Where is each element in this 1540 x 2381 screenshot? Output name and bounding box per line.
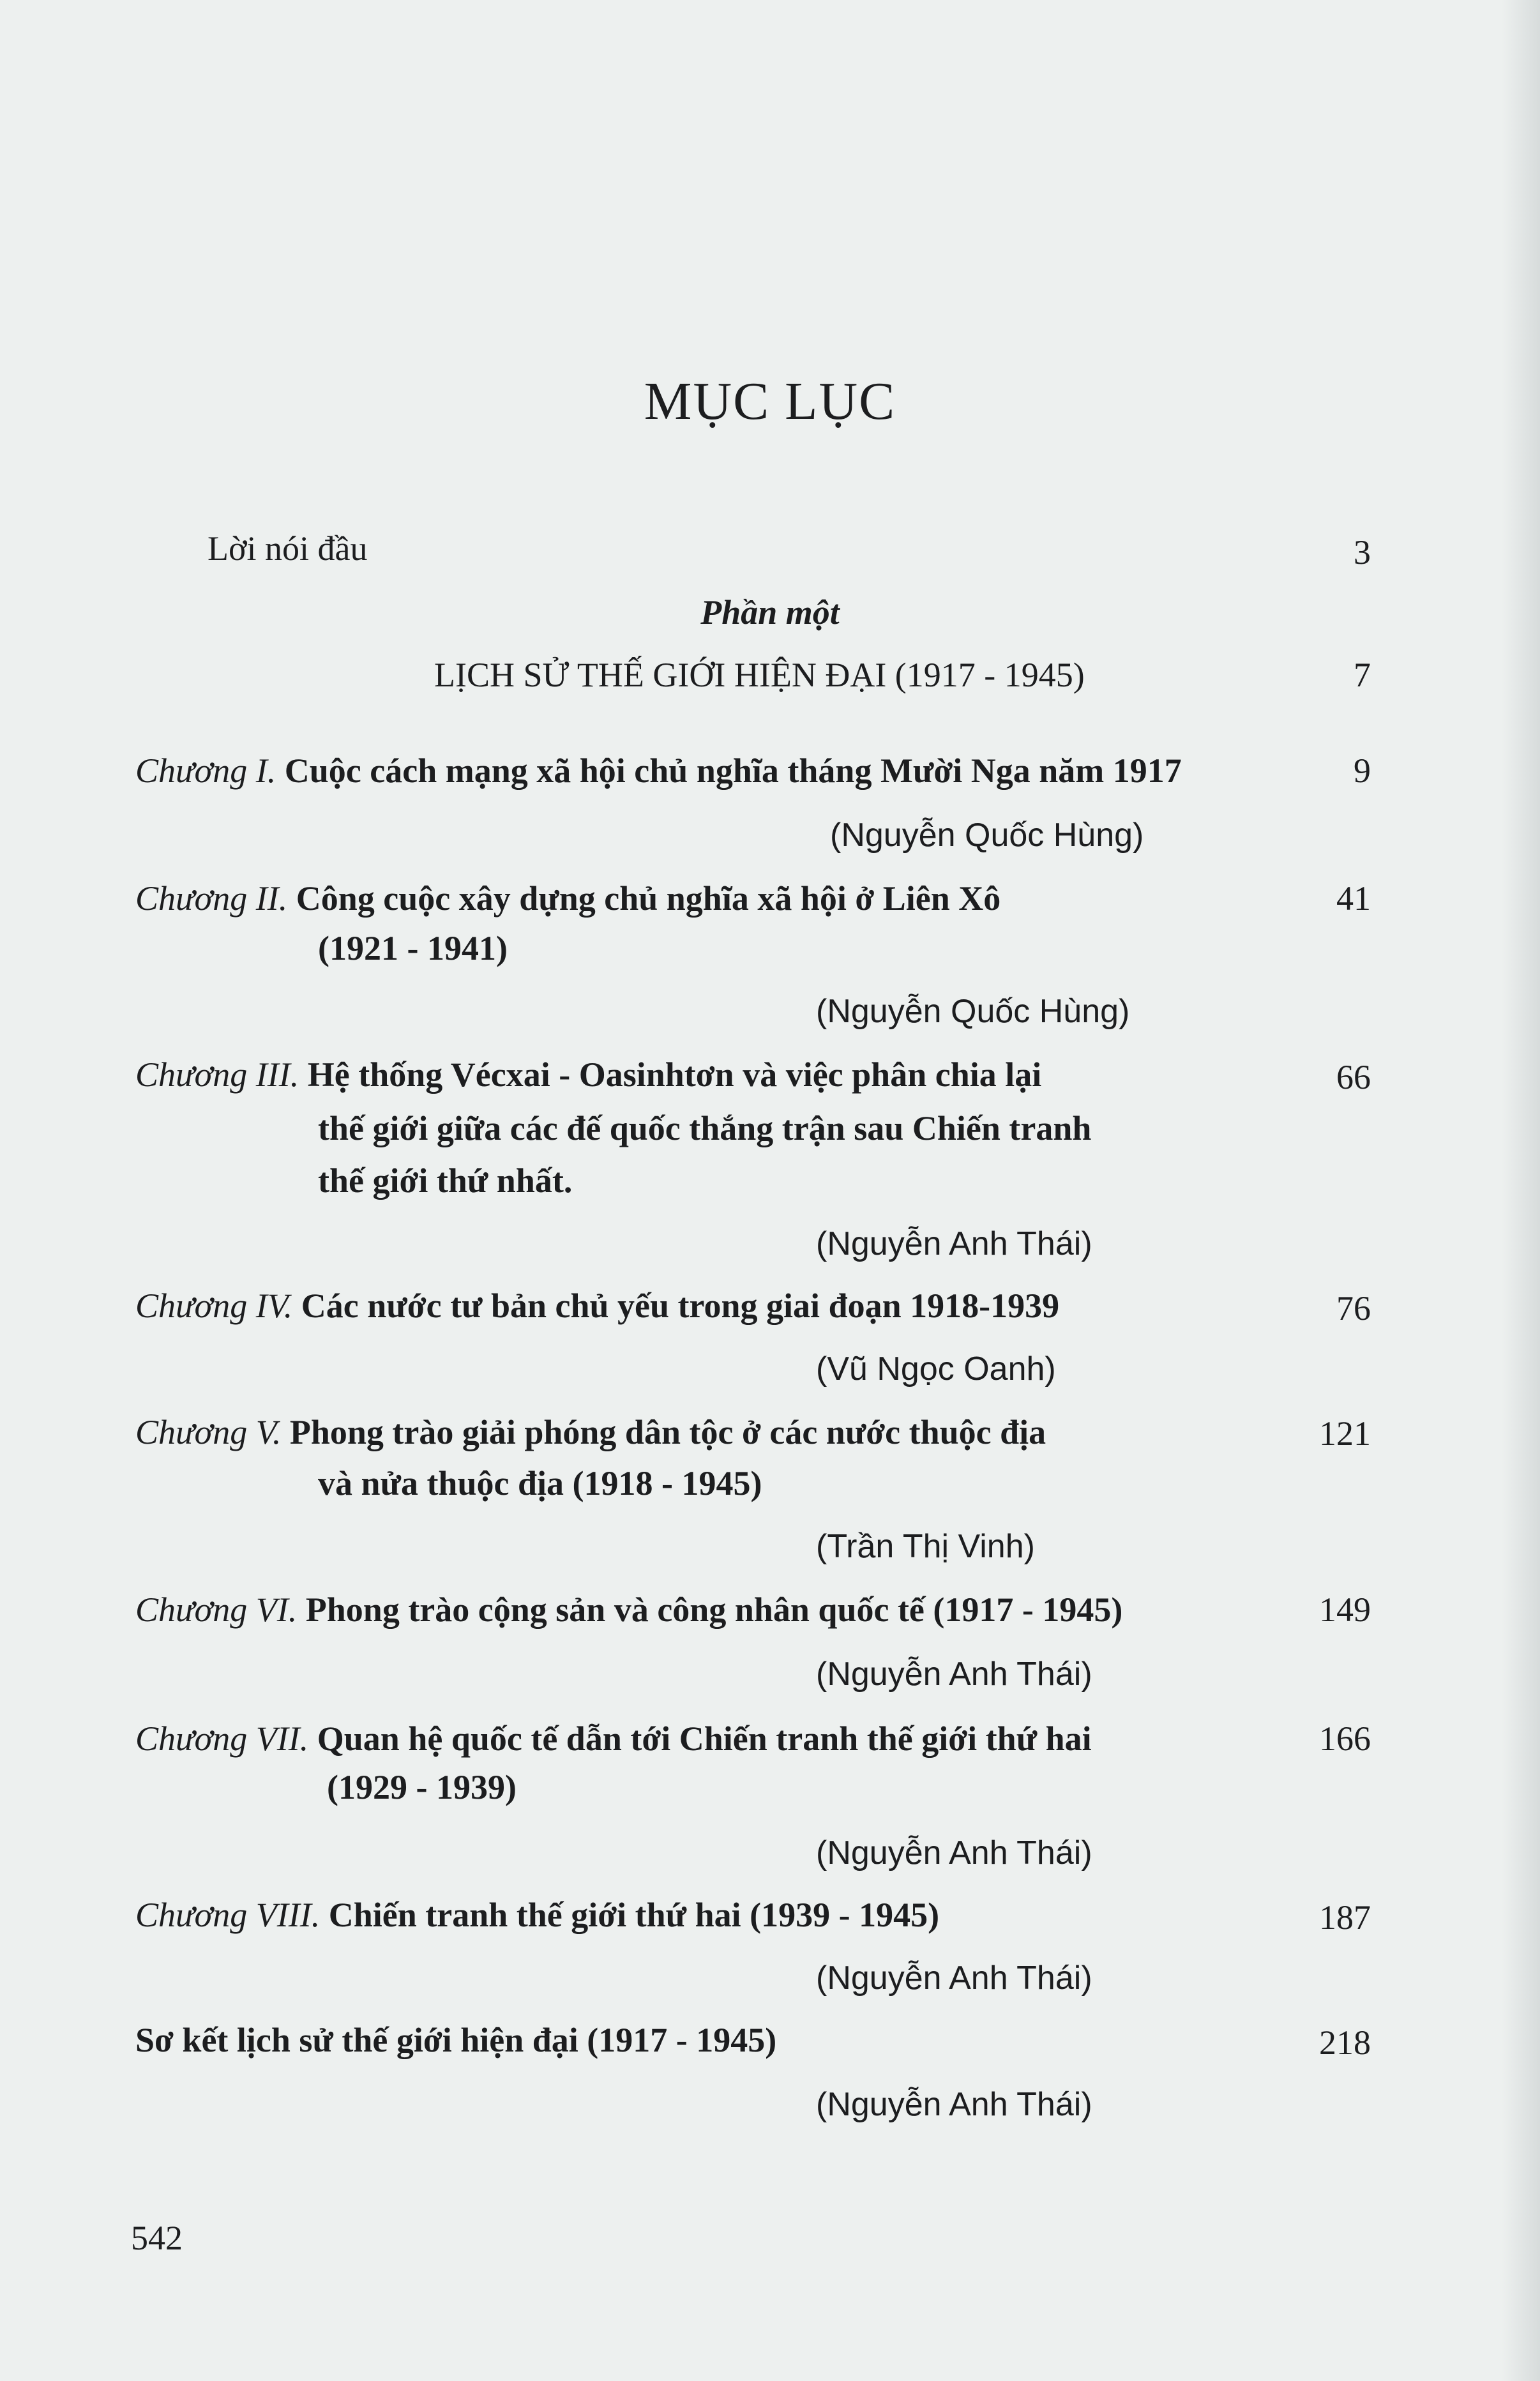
chapter-author: (Nguyễn Anh Thái) xyxy=(816,1834,1092,1871)
toc-entry-chapter-8 xyxy=(135,1898,939,1932)
chapter-title-line: và nửa thuộc địa (1918 - 1945) xyxy=(318,1464,762,1502)
toc-entry-chapter-2 xyxy=(135,881,1000,916)
chapter-page: 149 xyxy=(1319,1591,1371,1629)
chapter-author: (Nguyễn Quốc Hùng) xyxy=(830,817,1144,854)
chapter-label: Chương V. xyxy=(135,1413,282,1451)
chapter-author: (Trần Thị Vinh) xyxy=(816,1528,1035,1565)
preface-page: 3 xyxy=(1354,533,1371,571)
chapter-page: 66 xyxy=(1336,1058,1371,1096)
chapter-title-line: Quan hệ quốc tế dẫn tới Chiến tranh thế giới thứ hai xyxy=(317,1720,1092,1758)
chapter-title-line: Chiến tranh thế giới thứ hai (1939 - 1945) xyxy=(328,1896,940,1934)
chapter-title-line: thế giới thứ nhất. xyxy=(318,1161,573,1200)
summary-page: 218 xyxy=(1319,2023,1371,2062)
chapter-page: 166 xyxy=(1319,1720,1371,1758)
page-number: 542 xyxy=(131,2219,183,2257)
toc-entry-chapter-5 xyxy=(135,1415,1046,1449)
toc-entry-chapter-4 xyxy=(135,1289,1059,1323)
toc-entry-chapter-3 xyxy=(135,1057,1041,1092)
preface-label: Lời nói đầu xyxy=(208,529,368,568)
chapter-title-line: Công cuộc xây dựng chủ nghĩa xã hội ở Liên Xô xyxy=(296,879,1001,918)
chapter-page: 121 xyxy=(1319,1414,1371,1453)
chapter-label: Chương VI. xyxy=(135,1591,298,1629)
chapter-author: (Nguyễn Quốc Hùng) xyxy=(816,993,1130,1030)
toc-entry-chapter-1 xyxy=(135,753,1182,788)
chapter-label: Chương VIII. xyxy=(135,1896,321,1934)
summary-author: (Nguyễn Anh Thái) xyxy=(816,2086,1092,2123)
chapter-page: 41 xyxy=(1336,879,1371,918)
chapter-label: Chương I. xyxy=(135,752,276,790)
chapter-author: (Nguyễn Anh Thái) xyxy=(816,1225,1092,1262)
chapter-author: (Nguyễn Anh Thái) xyxy=(816,1960,1092,1997)
chapter-title-line: Phong trào giải phóng dân tộc ở các nước thuộc địa xyxy=(289,1413,1046,1451)
chapter-author: (Vũ Ngọc Oanh) xyxy=(816,1350,1056,1387)
part-page: 7 xyxy=(1354,656,1371,694)
chapter-page: 187 xyxy=(1319,1898,1371,1937)
chapter-title-line: (1921 - 1941) xyxy=(318,929,508,967)
chapter-title-line: Hệ thống Vécxai - Oasinhtơn và việc phân chia lại xyxy=(307,1055,1042,1094)
toc-entry-chapter-6 xyxy=(135,1592,1122,1627)
page-title: MỤC LỤC xyxy=(644,372,896,431)
part-label: Phần một xyxy=(700,593,840,631)
chapter-label: Chương III. xyxy=(135,1055,299,1094)
page-edge-shadow xyxy=(1502,0,1540,2381)
chapter-author: (Nguyễn Anh Thái) xyxy=(816,1656,1092,1693)
chapter-title-line: Phong trào cộng sản và công nhân quốc tế (1917 - 1945) xyxy=(305,1591,1123,1629)
chapter-page: 9 xyxy=(1354,752,1371,790)
summary-title: Sơ kết lịch sử thế giới hiện đại (1917 - 1945) xyxy=(135,2021,777,2059)
chapter-page: 76 xyxy=(1336,1289,1371,1327)
toc-entry-chapter-7 xyxy=(135,1721,1092,1756)
chapter-label: Chương IV. xyxy=(135,1287,293,1325)
chapter-title-line: Cuộc cách mạng xã hội chủ nghĩa tháng Mười Nga năm 1917 xyxy=(284,752,1182,790)
chapter-title-line: (1929 - 1939) xyxy=(327,1768,517,1806)
chapter-label: Chương II. xyxy=(135,879,288,918)
chapter-label: Chương VII. xyxy=(135,1720,309,1758)
part-title: LỊCH SỬ THẾ GIỚI HIỆN ĐẠI (1917 - 1945) xyxy=(434,656,1085,694)
chapter-title-line: thế giới giữa các đế quốc thắng trận sau Chiến tranh xyxy=(318,1109,1092,1147)
chapter-title-line: Các nước tư bản chủ yếu trong giai đoạn 1918-1939 xyxy=(301,1287,1060,1325)
